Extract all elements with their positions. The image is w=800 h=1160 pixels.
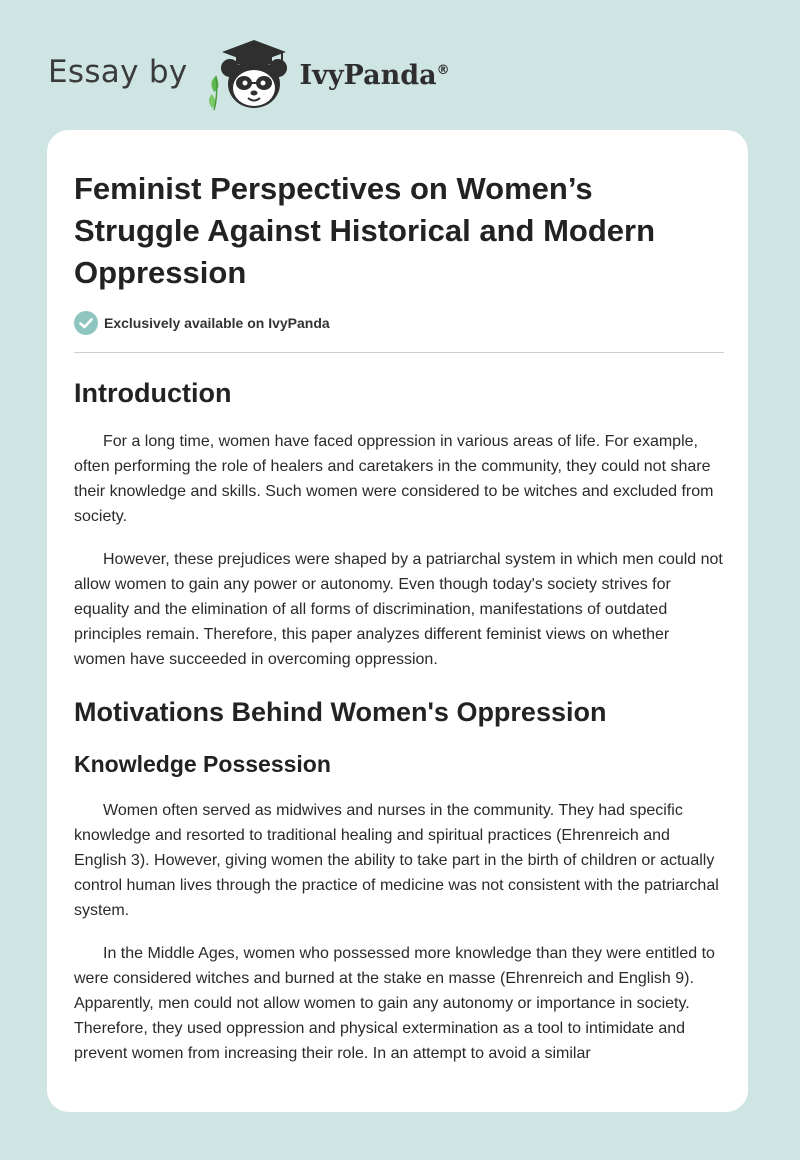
section-heading-motivations: Motivations Behind Women's Oppression (74, 697, 607, 727)
paragraph: For a long time, women have faced oppression in various areas of life. For example, often performing the role of healers and caretakers in the community, they could not share their knowledge and skills. Such women were considered to be witches and excluded from society. (74, 433, 714, 525)
paragraph: Women often served as midwives and nurses in the community. They had specific knowledge and resorted to traditional healing and spiritual practices (Ehrenreich and English 3). However, giving women the ability to take part in the birth of children or actually control human lives through the practice of medicine was not consistent with the patriarchal system. (74, 802, 719, 919)
paragraph: However, these prejudices were shaped by a patriarchal system in which men could not allow women to gain any power or autonomy. Even though today's society strives for equality and the elimination of all forms of discrimination, manifestations of outdated principles remain. Therefore, this paper analyzes different feminist views on whether women have succeeded in overcoming oppression. (74, 551, 723, 668)
site-header (48, 36, 450, 112)
essay-by-label: Essay by (48, 54, 188, 90)
essay-content (74, 168, 724, 1066)
panda-graduate-logo-icon[interactable] (202, 36, 292, 112)
brand-text: IvyPanda (299, 59, 437, 91)
paragraph: In the Middle Ages, women who possessed more knowledge than they were entitled to were considered witches and burned at the stake en masse (Ehrenreich and English 9). Apparently, men could not allow women to gain any autonomy or importance in society. Therefore, they used oppression and physical extermination as a tool to intimidate and prevent women from increasing their role. In an attempt to avoid a similar (74, 945, 715, 1062)
essay-card (47, 130, 748, 1112)
exclusive-badge-label: Exclusively available on IvyPanda (104, 315, 330, 331)
brand-name[interactable] (300, 60, 450, 91)
essay-title: Feminist Perspectives on Women’s Struggle Against Historical and Modern Oppression (74, 171, 656, 290)
title-divider (74, 352, 724, 353)
exclusive-badge (74, 310, 724, 336)
registered-mark: ® (436, 62, 450, 78)
check-circle-icon (74, 311, 98, 335)
section-heading-introduction: Introduction (74, 378, 232, 408)
subsection-heading-knowledge: Knowledge Possession (74, 751, 331, 777)
